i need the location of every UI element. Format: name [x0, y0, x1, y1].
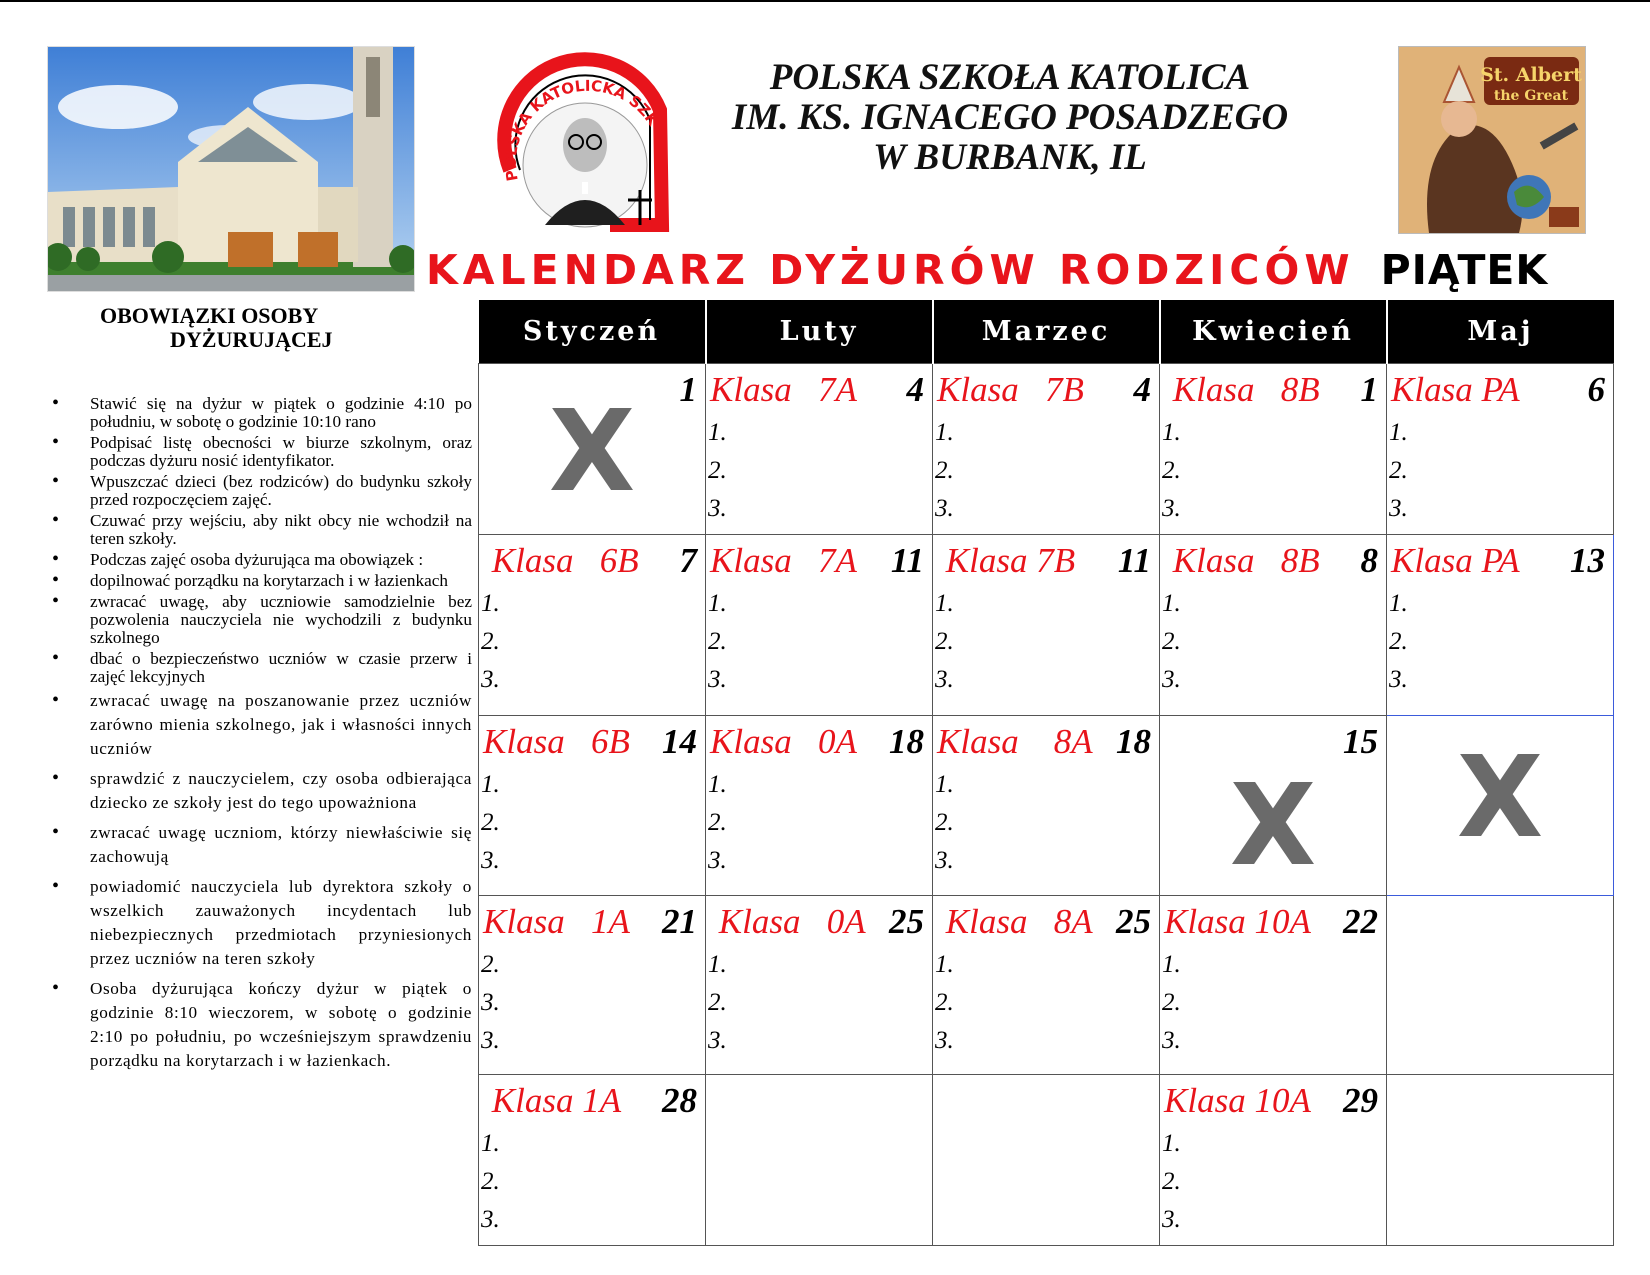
class-label: Klasa 10A [1164, 901, 1311, 941]
duty-calendar-table [478, 300, 1614, 1246]
calendar-cell [1387, 716, 1614, 895]
parent-slot: 2. [1389, 628, 1408, 656]
class-label: Klasa 7B [937, 541, 1076, 581]
duty-item: • Wpuszczać dzieci (bez rodziców) do budynku szkoły przed rozpoczęciem zajęć. [52, 473, 472, 509]
duty-item: • sprawdzić z nauczycielem, czy osoba odbierająca dziecko ze szkoły jest do tego upoważniona [52, 767, 472, 815]
parent-slot: 2. [1389, 457, 1408, 484]
parent-slot: 3. [935, 847, 954, 875]
parent-slot: 2. [1162, 628, 1181, 656]
day-number: 13 [1570, 541, 1605, 581]
calendar-cell [1160, 535, 1387, 716]
calendar-row [479, 364, 1614, 535]
calendar-cell [479, 364, 706, 535]
parent-slot: 3. [1162, 1205, 1181, 1233]
duty-item: • zwracać uwagę uczniom, którzy niewłaściwie się zachowują [52, 821, 472, 869]
duty-item: • dopilnować porządku na korytarzach i w łazienkach [52, 572, 472, 590]
parent-slot: 1. [1389, 419, 1408, 446]
month-header-row [479, 300, 1614, 364]
class-label: Klasa PA [1391, 370, 1520, 409]
day-number: 7 [679, 541, 697, 581]
parent-slot: 1. [1162, 1129, 1181, 1157]
calendar-cell [706, 716, 933, 895]
parent-slot: 2. [935, 988, 954, 1016]
day-number: 22 [1343, 901, 1378, 941]
class-label: Klasa 6B [483, 541, 639, 581]
class-label: Klasa 10A [1164, 1080, 1311, 1120]
month-header: Marzec [933, 300, 1160, 364]
duty-item: • Czuwać przy wejściu, aby nikt obcy nie wchodził na teren szkoły. [52, 512, 472, 548]
parent-slot: 1. [708, 419, 727, 446]
parent-slot: 3. [1162, 1026, 1181, 1054]
class-label: Klasa 8B [1164, 541, 1320, 581]
parent-slot: 2. [1162, 457, 1181, 484]
day-number: 18 [889, 722, 924, 762]
class-label: Klasa 8A [937, 901, 1093, 941]
parent-slot: 3. [1162, 666, 1181, 694]
calendar-title-main: KALENDARZ DYŻURÓW RODZICÓW [426, 246, 1355, 294]
calendar-cell [1387, 364, 1614, 535]
month-header: Kwiecień [1160, 300, 1387, 364]
parent-slot: 2. [708, 988, 727, 1016]
parent-slot: 1. [1162, 590, 1181, 618]
day-number: 11 [890, 541, 924, 581]
duty-item: • zwracać uwagę na poszanowanie przez uczniów zarówno mienia szkolnego, jak i własności innych uczniów [52, 689, 472, 761]
day-number: 1 [1360, 370, 1378, 409]
calendar-cell [1160, 716, 1387, 895]
svg-text:St. Albert: St. Albert [1480, 64, 1582, 86]
parent-slot: 1. [708, 771, 727, 799]
parent-slot: 1. [481, 1129, 500, 1157]
calendar-title-day: PIĄTEK [1380, 246, 1549, 294]
calendar-cell [706, 364, 933, 535]
class-label: Klasa 0A [710, 901, 866, 941]
parent-slot: 1. [1162, 950, 1181, 978]
month-header: Styczeń [479, 300, 706, 364]
no-duty-mark: X [1456, 733, 1544, 864]
parent-slot: 1. [481, 771, 500, 799]
parent-slot: 3. [481, 1026, 500, 1054]
day-number: 1 [679, 370, 697, 409]
month-header: Maj [1387, 300, 1614, 364]
calendar-cell [479, 1074, 706, 1245]
parent-slot: 2. [481, 809, 500, 837]
calendar-cell [1387, 1074, 1614, 1245]
day-number: 15 [1343, 722, 1378, 762]
calendar-cell [933, 895, 1160, 1074]
day-number: 25 [1116, 901, 1151, 941]
parent-slot: 1. [935, 771, 954, 799]
duty-item: • Podpisać listę obecności w biurze szkolnym, oraz podczas dyżuru nosić identyfikator. [52, 434, 472, 470]
parent-slot: 1. [1389, 590, 1408, 618]
school-line-3: W BURBANK, IL [873, 137, 1147, 178]
class-label: Klasa 1A [483, 901, 630, 941]
duty-item: • dbać o bezpieczeństwo uczniów w czasie przerw i zajęć lekcyjnych [52, 650, 472, 686]
svg-text:POLSKA KATOLICKA SZKOŁA: POLSKA KATOLICKA SZK [501, 76, 662, 183]
parent-slot: 2. [935, 628, 954, 656]
class-label: Klasa 0A [710, 722, 857, 762]
parent-slot: 3. [708, 495, 727, 522]
duties-title-line2: DYŻURUJĄCEJ [170, 327, 333, 352]
duties-list [52, 395, 472, 1079]
duty-item: • Osoba dyżurująca kończy dyżur w piątek o godzinie 8:10 wieczorem, w sobotę o godzinie 2:10 po południu, po wcześniejszym sprawdzeniu porządku na korytarzach i w łazienkach. [52, 977, 472, 1073]
day-number: 14 [662, 722, 697, 762]
parent-slot: 2. [708, 809, 727, 837]
duty-item: • powiadomić nauczyciela lub dyrektora szkoły o wszelkich zauważonych incydentach lub niebezpiecznych przedmiotach przyniesionych przez uczniów na teren szkoły [52, 875, 472, 971]
day-number: 18 [1116, 722, 1151, 762]
calendar-row [479, 1074, 1614, 1245]
parent-slot: 1. [1162, 419, 1181, 446]
day-number: 6 [1587, 370, 1605, 409]
duty-item: • Stawić się na dyżur w piątek o godzinie 4:10 po południu, w sobotę o godzinie 10:10 rano [52, 395, 472, 431]
no-duty-mark: X [548, 387, 636, 517]
calendar-body [479, 364, 1614, 1246]
duty-item: • Podczas zajęć osoba dyżurująca ma obowiązek : [52, 551, 472, 569]
parent-slot: 3. [1389, 666, 1408, 694]
parent-slot: 1. [935, 590, 954, 618]
calendar-row [479, 895, 1614, 1074]
calendar-cell [1160, 1074, 1387, 1245]
parent-slot: 3. [708, 847, 727, 875]
class-label: Klasa 8A [937, 722, 1093, 762]
calendar-cell [706, 895, 933, 1074]
parent-slot: 2. [935, 809, 954, 837]
calendar-cell [933, 1074, 1160, 1245]
calendar-cell [1160, 364, 1387, 535]
parent-slot: 1. [481, 590, 500, 618]
day-number: 21 [662, 901, 697, 941]
class-label: Klasa 7B [937, 370, 1084, 409]
calendar-cell [706, 535, 933, 716]
parent-slot: 3. [481, 988, 500, 1016]
parent-slot: 3. [481, 847, 500, 875]
day-number: 8 [1360, 541, 1378, 581]
calendar-cell [1387, 895, 1614, 1074]
class-label: Klasa PA [1391, 541, 1520, 581]
class-label: Klasa 8B [1164, 370, 1320, 409]
class-label: Klasa 1A [483, 1080, 622, 1120]
calendar-cell [479, 535, 706, 716]
day-number: 25 [889, 901, 924, 941]
calendar-cell [706, 1074, 933, 1245]
parent-slot: 3. [935, 495, 954, 522]
class-label: Klasa 7A [710, 541, 857, 581]
top-border [0, 0, 1650, 2]
parent-slot: 1. [935, 419, 954, 446]
parent-slot: 2. [1162, 988, 1181, 1016]
class-label: Klasa 7A [710, 370, 857, 409]
parent-slot: 3. [708, 1026, 727, 1054]
day-number: 29 [1343, 1080, 1378, 1120]
class-label: Klasa 6B [483, 722, 630, 762]
parent-slot: 1. [708, 590, 727, 618]
parent-slot: 2. [1162, 1167, 1181, 1195]
school-line-1: POLSKA SZKOŁA KATOLICA [769, 57, 1251, 98]
school-line-2: IM. KS. IGNACEGO POSADZEGO [731, 97, 1289, 138]
day-number: 11 [1117, 541, 1151, 581]
calendar-cell [933, 535, 1160, 716]
calendar-cell [933, 716, 1160, 895]
parent-slot: 1. [935, 950, 954, 978]
parent-slot: 2. [481, 1167, 500, 1195]
parent-slot: 2. [935, 457, 954, 484]
parent-slot: 3. [481, 666, 500, 694]
day-number: 4 [1133, 370, 1151, 409]
church-photo [47, 46, 415, 292]
parent-slot: 3. [1389, 495, 1408, 522]
parent-slot: 3. [481, 1205, 500, 1233]
duty-item: • zwracać uwagę, aby uczniowie samodzielnie bez pozwolenia nauczyciela nie wychodzili z budynku szkolnego [52, 593, 472, 647]
parent-slot: 2. [481, 950, 500, 978]
parent-slot: 1. [708, 950, 727, 978]
calendar-row [479, 535, 1614, 716]
no-duty-mark: X [1229, 761, 1317, 892]
month-header: Luty [706, 300, 933, 364]
duties-title-line1: OBOWIĄZKI OSOBY [100, 303, 319, 328]
parent-slot: 3. [935, 1026, 954, 1054]
calendar-cell [933, 364, 1160, 535]
parent-slot: 2. [481, 628, 500, 656]
school-name [700, 58, 1320, 178]
duties-title [100, 304, 400, 352]
calendar-cell [1387, 535, 1614, 716]
calendar-cell [479, 895, 706, 1074]
st-albert-picture [1398, 46, 1586, 234]
parent-slot: 3. [708, 666, 727, 694]
parent-slot: 2. [708, 457, 727, 484]
school-logo [490, 50, 680, 240]
day-number: 4 [906, 370, 924, 409]
calendar-title [426, 246, 1586, 298]
day-number: 28 [662, 1080, 697, 1120]
calendar-cell [479, 716, 706, 895]
calendar-row [479, 716, 1614, 895]
calendar-cell [1160, 895, 1387, 1074]
parent-slot: 3. [935, 666, 954, 694]
svg-text:the Great: the Great [1493, 88, 1569, 104]
parent-slot: 3. [1162, 495, 1181, 522]
parent-slot: 2. [708, 628, 727, 656]
